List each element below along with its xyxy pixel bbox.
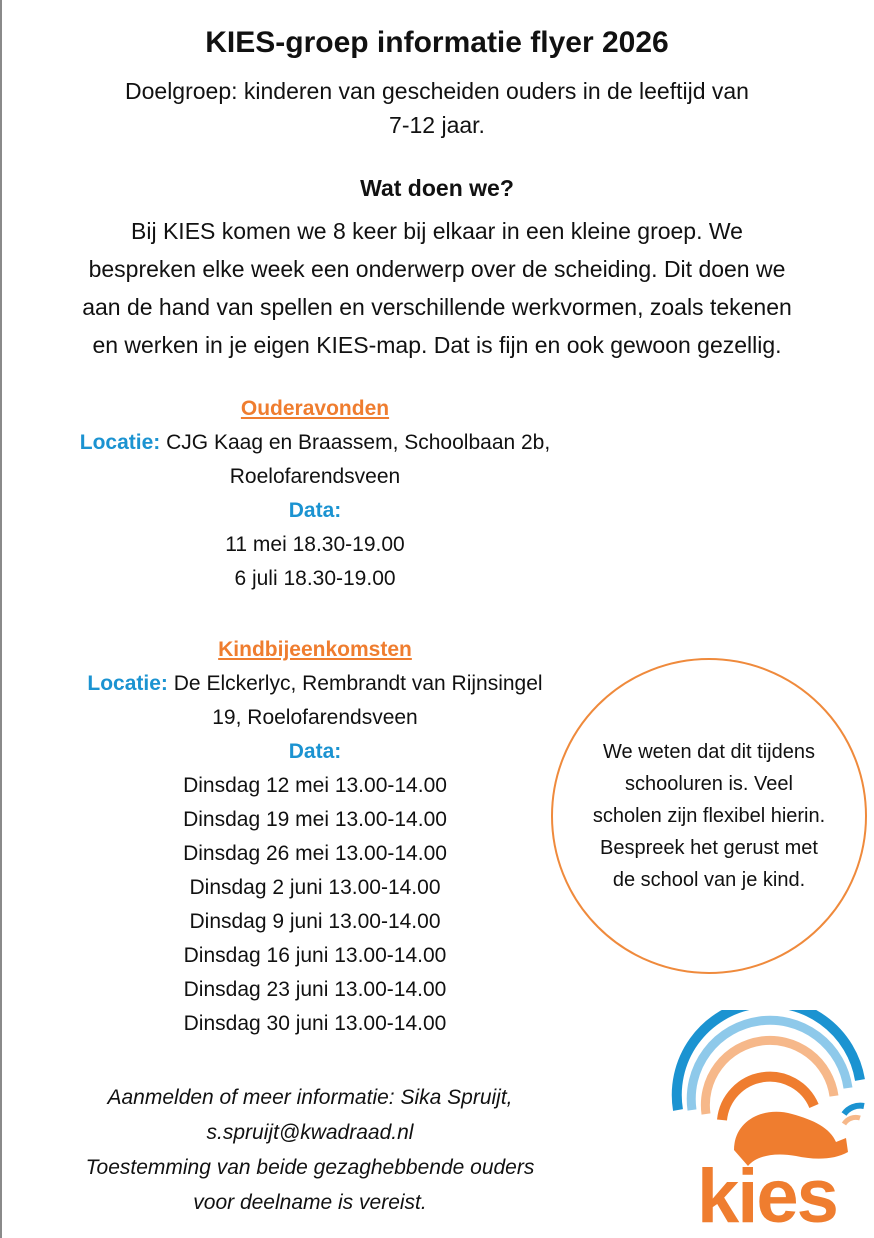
ouderavonden-heading: Ouderavonden bbox=[240, 397, 390, 420]
target-group-line: Doelgroep: kinderen van gescheiden ouders in de leeftijd van bbox=[125, 78, 749, 104]
location-city: 19, Roelofarendsveen bbox=[212, 706, 418, 729]
logo-wordmark: kies bbox=[697, 1154, 837, 1230]
contact-line: Aanmelden of meer informatie: Sika Spruijt, bbox=[107, 1086, 513, 1109]
intro-line: Bij KIES komen we 8 keer bij elkaar in een kleine groep. We bbox=[131, 218, 743, 244]
callout-text bbox=[569, 736, 849, 896]
date-item: Dinsdag 16 juni 13.00-14.00 bbox=[183, 944, 447, 967]
dates-label: Data: bbox=[288, 499, 342, 522]
kindbijeenkomsten-section bbox=[20, 633, 610, 1041]
kindbijeenkomsten-heading: Kindbijeenkomsten bbox=[218, 638, 412, 661]
intro-paragraph bbox=[0, 212, 874, 364]
target-group-line: 7-12 jaar. bbox=[389, 112, 485, 138]
callout-line: schooluren is. Veel bbox=[625, 773, 793, 795]
dates-label: Data: bbox=[288, 740, 342, 763]
callout-line: de school van je kind. bbox=[612, 869, 806, 891]
location-city: Roelofarendsveen bbox=[229, 465, 401, 488]
date-item: Dinsdag 12 mei 13.00-14.00 bbox=[183, 774, 447, 797]
school-hours-callout bbox=[551, 658, 867, 974]
target-group bbox=[60, 74, 814, 142]
kindbijeenkomsten-dates bbox=[20, 769, 610, 1041]
consent-line: Toestemming van beide gezaghebbende ouders bbox=[85, 1156, 535, 1179]
intro-line: aan de hand van spellen en verschillende werkvormen, zoals tekenen bbox=[82, 294, 792, 320]
kies-logo bbox=[664, 1010, 870, 1230]
location-address: CJG Kaag en Braassem, Schoolbaan 2b, bbox=[166, 431, 551, 454]
registration-info bbox=[30, 1080, 590, 1220]
intro-heading: Wat doen we? bbox=[360, 175, 514, 201]
kindbijeenkomsten-location bbox=[20, 667, 610, 701]
callout-line: scholen zijn flexibel hierin. bbox=[592, 805, 826, 827]
location-address: De Elckerlyc, Rembrandt van Rijnsingel bbox=[173, 672, 543, 695]
ouderavonden-location bbox=[20, 426, 610, 460]
logo-arc-right-peach bbox=[844, 1117, 860, 1124]
date-item: 6 juli 18.30-19.00 bbox=[234, 567, 396, 590]
callout-line: Bespreek het gerust met bbox=[600, 837, 818, 859]
ouderavonden-dates bbox=[20, 528, 610, 596]
callout-line: We weten dat dit tijdens bbox=[603, 741, 815, 763]
location-label: Locatie: bbox=[87, 672, 168, 695]
date-item: 11 mei 18.30-19.00 bbox=[225, 533, 405, 556]
date-item: Dinsdag 30 juni 13.00-14.00 bbox=[183, 1012, 447, 1035]
page-title: KIES-groep informatie flyer 2026 bbox=[205, 26, 669, 59]
date-item: Dinsdag 2 juni 13.00-14.00 bbox=[189, 876, 441, 899]
ouderavonden-section bbox=[20, 392, 610, 596]
date-item: Dinsdag 19 mei 13.00-14.00 bbox=[183, 808, 447, 831]
contact-email[interactable]: s.spruijt@kwadraad.nl bbox=[206, 1121, 414, 1144]
logo-arc-right-blue bbox=[844, 1106, 864, 1114]
consent-line: voor deelname is vereist. bbox=[193, 1191, 427, 1214]
date-item: Dinsdag 26 mei 13.00-14.00 bbox=[183, 842, 447, 865]
location-label: Locatie: bbox=[79, 431, 161, 454]
date-item: Dinsdag 23 juni 13.00-14.00 bbox=[183, 978, 447, 1001]
intro-line: en werken in je eigen KIES-map. Dat is fijn en ook gewoon gezellig. bbox=[92, 332, 782, 358]
date-item: Dinsdag 9 juni 13.00-14.00 bbox=[189, 910, 441, 933]
intro-line: bespreken elke week een onderwerp over de scheiding. Dit doen we bbox=[88, 256, 786, 282]
